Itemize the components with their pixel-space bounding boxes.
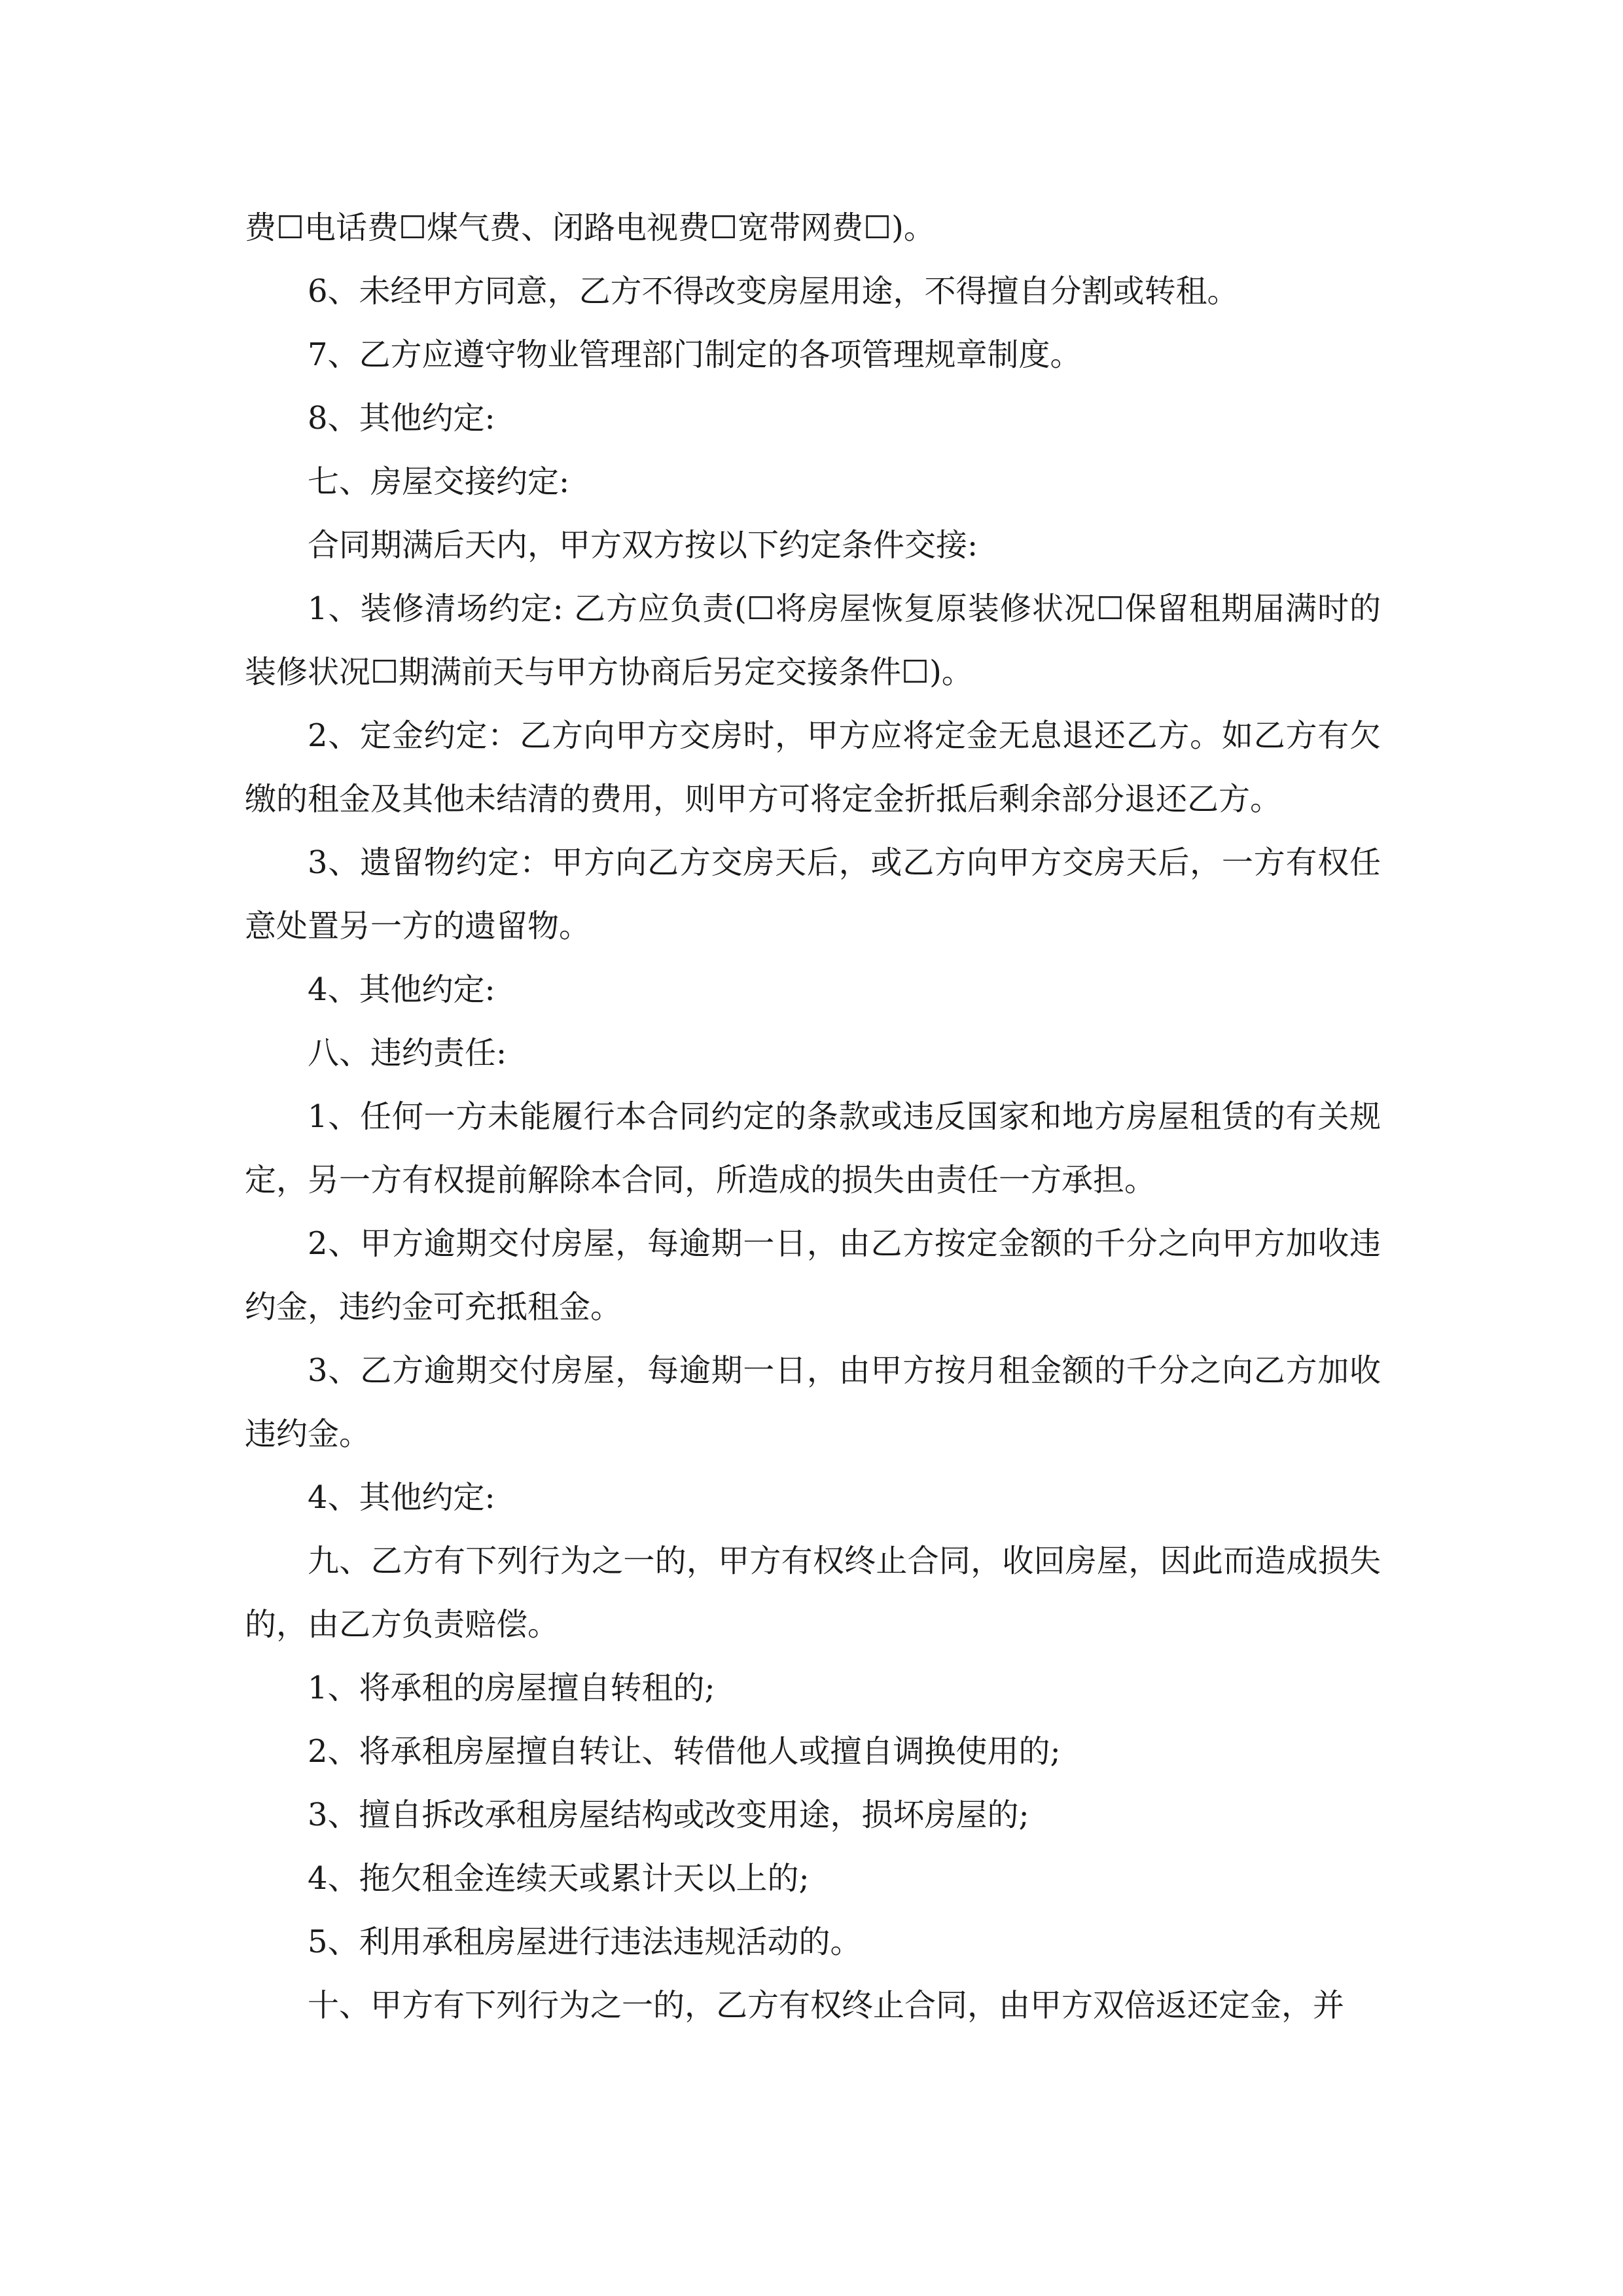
section-heading-10-landlord-breach: 十、甲方有下列行为之一的，乙方有权终止合同，由甲方双倍返还定金，并 [308,1987,1345,2024]
paragraph-fee-continuation: 费☐电话费☐煤气费、闭路电视费☐宽带网费☐)。 [245,209,935,246]
paragraph-handover-intro: 合同期满后天内，甲方双方按以下约定条件交接: [308,527,978,564]
section-heading-9-tenant-breach: 九、乙方有下列行为之一的，甲方有权终止合同，收回房屋，因此而造成损失的，由乙方负责赔偿。 [245,1543,1381,1643]
list-item-breach-4: 4、拖欠租金连续天或累计天以上的; [308,1860,810,1897]
paragraph-clause-6-usage: 6、未经甲方同意，乙方不得改变房屋用途，不得擅自分割或转租。 [308,273,1239,310]
paragraph-clause-8-other: 8、其他约定: [308,400,495,437]
list-item-breach-2: 2、将承租房屋擅自转让、转借他人或擅自调换使用的; [308,1733,1061,1770]
paragraph-handover-4-other: 4、其他约定: [308,971,495,1008]
list-item-breach-3: 3、擅自拆改承租房屋结构或改变用途，损坏房屋的; [308,1797,1029,1833]
paragraph-liability-1: 1、任何一方未能履行本合同约定的条款或违反国家和地方房屋租赁的有关规定，另一方有权提前解除本合同，所造成的损失由责任一方承担。 [245,1098,1381,1198]
paragraph-handover-2-deposit: 2、定金约定：乙方向甲方交房时，甲方应将定金无息退还乙方。如乙方有欠缴的租金及其他未结清的费用，则甲方可将定金折抵后剩余部分退还乙方。 [245,717,1381,817]
paragraph-handover-1-renovation: 1、装修清场约定: 乙方应负责(☐将房屋恢复原装修状况☐保留租期届满时的装修状况☐期满前天与甲方协商后另定交接条件☐)。 [245,590,1381,691]
contract-body [245,196,1381,2037]
paragraph-liability-2: 2、甲方逾期交付房屋，每逾期一日，由乙方按定金额的千分之向甲方加收违约金，违约金可充抵租金。 [245,1225,1381,1325]
paragraph-handover-3-leftovers: 3、遗留物约定：甲方向乙方交房天后，或乙方向甲方交房天后，一方有权任意处置另一方的遗留物。 [245,844,1381,944]
paragraph-clause-7-rules: 7、乙方应遵守物业管理部门制定的各项管理规章制度。 [308,336,1082,373]
section-heading-8-liability: 八、违约责任: [308,1035,507,1071]
paragraph-liability-3: 3、乙方逾期交付房屋，每逾期一日，由甲方按月租金额的千分之向乙方加收违约金。 [245,1352,1381,1452]
list-item-breach-1: 1、将承租的房屋擅自转租的; [308,1670,715,1706]
list-item-breach-5: 5、利用承租房屋进行违法违规活动的。 [308,1924,862,1960]
section-heading-7-handover: 七、房屋交接约定: [308,463,570,500]
paragraph-liability-4-other: 4、其他约定: [308,1479,495,1516]
